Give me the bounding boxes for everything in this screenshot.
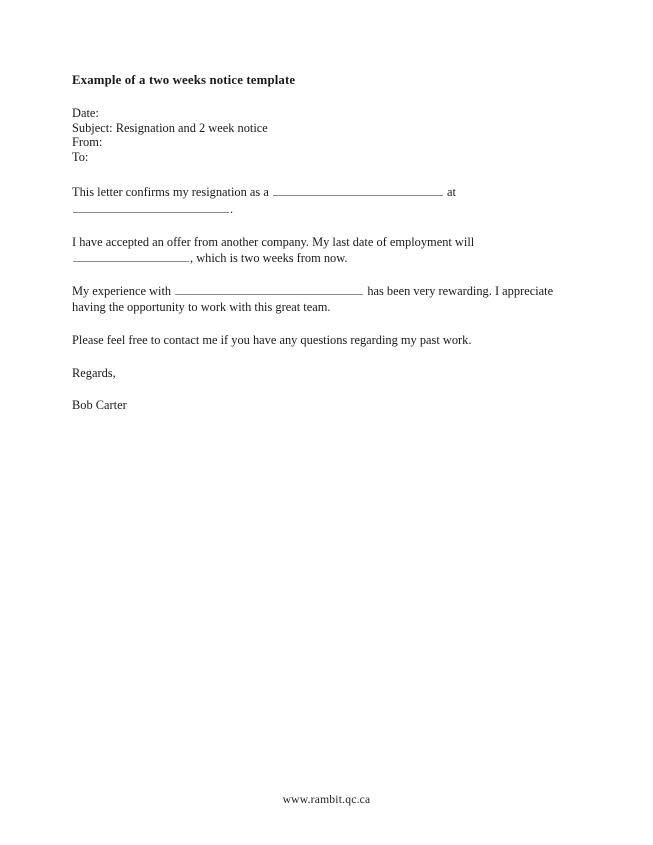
paragraph-offer-text-2: , which is two weeks from now. xyxy=(190,251,348,266)
paragraph-offer xyxy=(72,234,564,267)
header-subject-line: Subject: Resignation and 2 week notice xyxy=(72,120,268,135)
blank-field-company[interactable] xyxy=(73,201,229,213)
blank-field-experience[interactable] xyxy=(175,283,363,295)
header-from-line: From: xyxy=(72,135,103,150)
header-date-line: Date: xyxy=(72,106,99,120)
paragraph-resignation-text-2: at xyxy=(447,185,456,200)
paragraph-resignation-text-3: . xyxy=(230,201,234,216)
blank-field-last-date[interactable] xyxy=(73,250,189,262)
signature-name: Bob Carter xyxy=(72,398,127,413)
paragraph-resignation xyxy=(72,184,564,217)
page-title: Example of a two weeks notice template xyxy=(72,73,296,87)
footer-url: www.rambit.qc.ca xyxy=(282,793,371,806)
paragraph-contact: Please feel free to contact me if you have any questions regarding my past work. xyxy=(72,332,472,347)
paragraph-experience-text-2: has been very rewarding. I appreciate having the opportunity to work with this great team. xyxy=(72,283,554,315)
paragraph-experience xyxy=(72,283,564,316)
document-body xyxy=(72,72,564,414)
paragraph-offer-text-1: I have accepted an offer from another company. My last date of employment will xyxy=(72,234,475,249)
header-to-line: To: xyxy=(72,149,89,164)
signature-closing: Regards, xyxy=(72,365,116,380)
paragraph-resignation-text-1: This letter confirms my resignation as a xyxy=(72,185,269,200)
letter-header-block xyxy=(72,106,564,164)
paragraph-experience-text-1: My experience with xyxy=(72,283,172,298)
blank-field-position[interactable] xyxy=(273,184,443,196)
